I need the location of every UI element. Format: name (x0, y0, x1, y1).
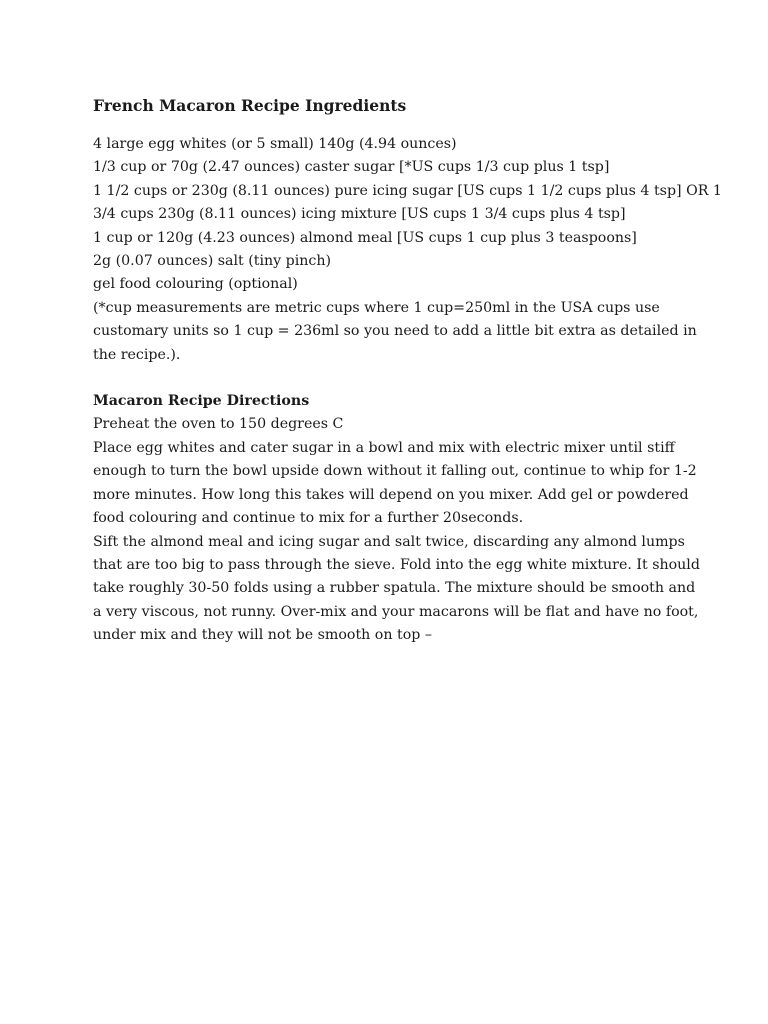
direction-line: that are too big to pass through the sieve. Fold into the egg white mixture. It should (93, 556, 700, 573)
ingredient-line: 4 large egg whites (or 5 small) 140g (4.94 ounces) (93, 136, 457, 152)
ingredient-line: 3/4 cups 230g (8.11 ounces) icing mixture [US cups 1 3/4 cups plus 4 tsp] (93, 206, 626, 223)
directions-list (93, 413, 700, 647)
direction-line: Sift the almond meal and icing sugar and salt twice, discarding any almond lumps (93, 533, 685, 550)
direction-line: more minutes. How long this takes will depend on you mixer. Add gel or powdered (93, 486, 689, 503)
ingredient-line: 1 cup or 120g (4.23 ounces) almond meal [US cups 1 cup plus 3 teaspoons] (93, 229, 637, 246)
note-line: the recipe.). (93, 346, 181, 363)
ingredients-list (93, 133, 722, 367)
ingredient-line: 2g (0.07 ounces) salt (tiny pinch) (93, 253, 332, 270)
direction-line: take roughly 30-50 folds using a rubber spatula. The mixture should be smooth and (93, 580, 696, 597)
direction-line: Preheat the oven to 150 degrees C (93, 416, 344, 433)
direction-line: food colouring and continue to mix for a further 20seconds. (93, 510, 524, 527)
ingredients-title: French Macaron Recipe Ingredients (93, 96, 407, 115)
directions-title: Macaron Recipe Directions (93, 393, 310, 410)
ingredient-line: 1 1/2 cups or 230g (8.11 ounces) pure icing sugar [US cups 1 1/2 cups plus 4 tsp] OR 1 (93, 182, 722, 199)
direction-line: under mix and they will not be smooth on top – (93, 627, 432, 644)
ingredient-line: gel food colouring (optional) (93, 276, 298, 293)
direction-line: Place egg whites and cater sugar in a bowl and mix with electric mixer until stiff (93, 439, 675, 456)
note-line: customary units so 1 cup = 236ml so you need to add a little bit extra as detailed in (93, 323, 697, 340)
ingredient-line: 1/3 cup or 70g (2.47 ounces) caster sugar [*US cups 1/3 cup plus 1 tsp] (93, 159, 610, 176)
note-line: (*cup measurements are metric cups where 1 cup=250ml in the USA cups use (93, 299, 660, 316)
document-page (93, 96, 722, 648)
direction-line: a very viscous, not runny. Over-mix and your macarons will be flat and have no foot, (93, 603, 699, 620)
direction-line: enough to turn the bowl upside down without it falling out, continue to whip for 1-2 (93, 463, 697, 480)
